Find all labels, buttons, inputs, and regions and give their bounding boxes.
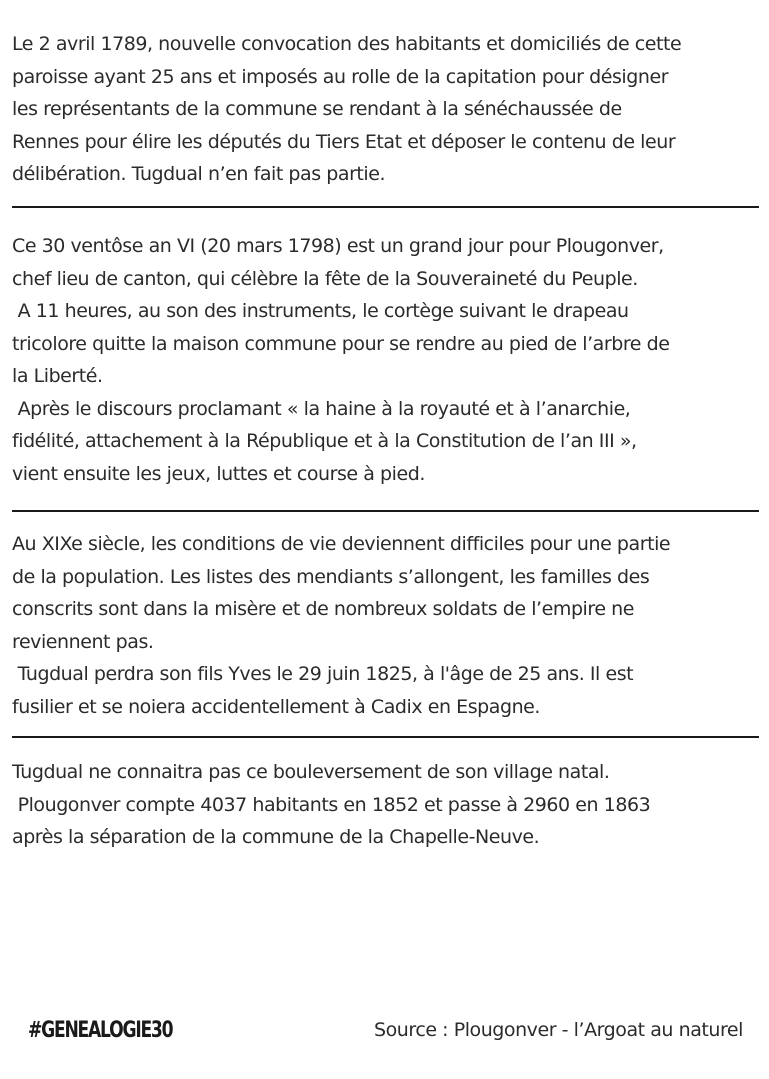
paragraph-xixe-siecle xyxy=(12,528,762,723)
section-divider xyxy=(12,510,759,512)
source-credit: Source : Plougonver - l’Argoat au naturel xyxy=(374,1019,743,1041)
paragraph-1789 xyxy=(12,28,762,191)
paragraph-text: Ce 30 ventôse an VI (20 mars 1798) est un grand jour pour Plougonver, chef lieu de canton, qui célèbre la fête de la Souveraineté du Peuple. A 11 heures, au son des instruments, le cortège suivant le drapeau tricolore quitte la maison commune pour se rendre au pied de l’arbre de la Liberté. Après le discours proclamant « la haine à la royauté et à l’anarchie, fidélité, attachement à la République et à la Constitution de l’an III », vient ensuite les jeux, luttes et course à pied. xyxy=(12,235,670,485)
hashtag-label: #GENEALOGIE30 xyxy=(28,1018,173,1043)
section-divider xyxy=(12,206,759,208)
section-divider xyxy=(12,736,759,738)
paragraph-text: Tugdual ne connaitra pas ce bouleversement de son village natal. Plougonver compte 4037 habitants en 1852 et passe à 2960 en 1863 après la séparation de la commune de la Chapelle-Neuve. xyxy=(12,761,651,848)
paragraph-text: Au XIXe siècle, les conditions de vie deviennent difficiles pour une partie de la population. Les listes des mendiants s’allongent, les familles des conscrits sont dans la misère et de nombreux soldats de l’empire ne reviennent pas. Tugdual perdra son fils Yves le 29 juin 1825, à l'âge de 25 ans. Il est fusilier et se noiera accidentellement à Cadix en Espagne. xyxy=(12,533,671,718)
paragraph-population xyxy=(12,756,762,854)
paragraph-text: Le 2 avril 1789, nouvelle convocation des habitants et domiciliés de cette paroisse ayant 25 ans et imposés au rolle de la capitation pour désigner les représentants de la commune se rendant à la sénéchaussée de Rennes pour élire les députés du Tiers Etat et déposer le contenu de leur délibération. Tugdual n’en fait pas partie. xyxy=(12,33,682,185)
paragraph-1798 xyxy=(12,230,762,490)
